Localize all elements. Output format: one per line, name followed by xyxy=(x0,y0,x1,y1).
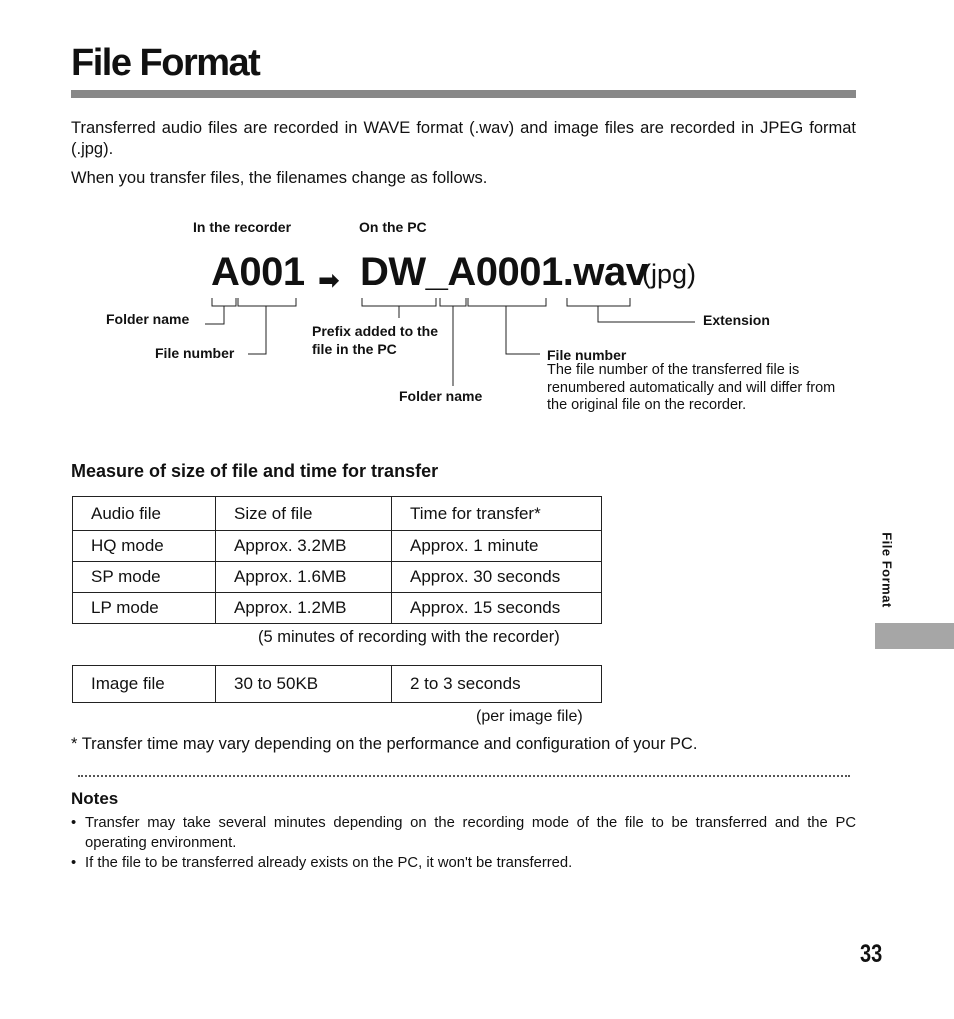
table-row xyxy=(73,562,602,593)
recorder-filename: A001 xyxy=(211,250,305,294)
table-row xyxy=(73,666,602,703)
folder-name-label-left: Folder name xyxy=(106,311,190,327)
page-title: File Format xyxy=(71,42,260,84)
measure-heading: Measure of size of file and time for transfer xyxy=(71,461,439,481)
table-header-cell: Time for transfer* xyxy=(392,497,602,531)
table-cell: HQ mode xyxy=(73,531,216,562)
table-cell: LP mode xyxy=(73,593,216,624)
table-header-cell: Audio file xyxy=(73,497,216,531)
table-cell: Approx. 30 seconds xyxy=(392,562,602,593)
bracket-extension xyxy=(567,298,630,306)
image-table-caption: (per image file) xyxy=(476,708,583,725)
table-cell: 30 to 50KB xyxy=(216,666,392,703)
intro-paragraph-1: Transferred audio files are recorded in WAVE format (.wav) and image files are recorded in JPEG format (.jpg). xyxy=(71,119,856,158)
dotted-divider xyxy=(78,775,850,777)
side-tab-label xyxy=(872,520,902,620)
table-cell: Approx. 3.2MB xyxy=(216,531,392,562)
leader-folder-left xyxy=(205,306,224,324)
audio-transfer-table xyxy=(72,496,602,624)
page-number: 33 xyxy=(860,940,883,968)
table-cell: Approx. 1 minute xyxy=(392,531,602,562)
pc-filename-alt-extension: (jpg) xyxy=(642,259,697,289)
folder-name-label-right: Folder name xyxy=(399,388,483,404)
table-cell: Approx. 1.6MB xyxy=(216,562,392,593)
table-cell: 2 to 3 seconds xyxy=(392,666,602,703)
footnote: * Transfer time may vary depending on the performance and configuration of your PC. xyxy=(71,735,698,753)
bracket-pc-folder xyxy=(440,298,466,306)
extension-label: Extension xyxy=(703,312,770,328)
table-row xyxy=(73,593,602,624)
list-item: • Transfer may take several minutes depending on the recording mode of the file to be transferred and the PC operating environment. xyxy=(71,813,856,853)
table-cell: Approx. 1.2MB xyxy=(216,593,392,624)
bracket-recorder-folder xyxy=(212,298,236,306)
table-row xyxy=(73,531,602,562)
bracket-recorder-number xyxy=(238,298,296,306)
file-number-label-right: File number xyxy=(547,347,627,363)
audio-table-caption: (5 minutes of recording with the recorder) xyxy=(258,628,560,646)
leader-number-left xyxy=(248,306,266,354)
table-cell: Approx. 15 seconds xyxy=(392,593,602,624)
table-cell: Image file xyxy=(73,666,216,703)
table-header-cell: Size of file xyxy=(216,497,392,531)
notes-list xyxy=(71,813,856,873)
table-header-row xyxy=(73,497,602,531)
image-transfer-table xyxy=(72,665,602,703)
intro-paragraph-2: When you transfer files, the filenames change as follows. xyxy=(71,169,488,187)
side-tab-marker xyxy=(875,623,954,649)
file-number-label-left: File number xyxy=(155,345,235,361)
arrow-right-icon: ➡ xyxy=(318,265,340,295)
leader-number-right xyxy=(506,306,540,354)
leader-extension xyxy=(598,306,695,322)
on-pc-label: On the PC xyxy=(359,219,427,235)
in-recorder-label: In the recorder xyxy=(193,219,292,235)
pc-filename: DW_A0001.wav xyxy=(360,250,648,294)
notes-heading: Notes xyxy=(71,789,119,808)
bracket-pc-number xyxy=(468,298,546,306)
side-tab-label-text: File Format xyxy=(879,532,895,608)
prefix-label: Prefix added to the file in the PC xyxy=(312,323,439,357)
list-item: • If the file to be transferred already exists on the PC, it won't be transferred. xyxy=(71,853,856,873)
bracket-prefix xyxy=(362,298,436,306)
file-number-description: The file number of the transferred file is renumbered automatically and will differ from the original file on the recorder. xyxy=(547,362,836,413)
table-cell: SP mode xyxy=(73,562,216,593)
